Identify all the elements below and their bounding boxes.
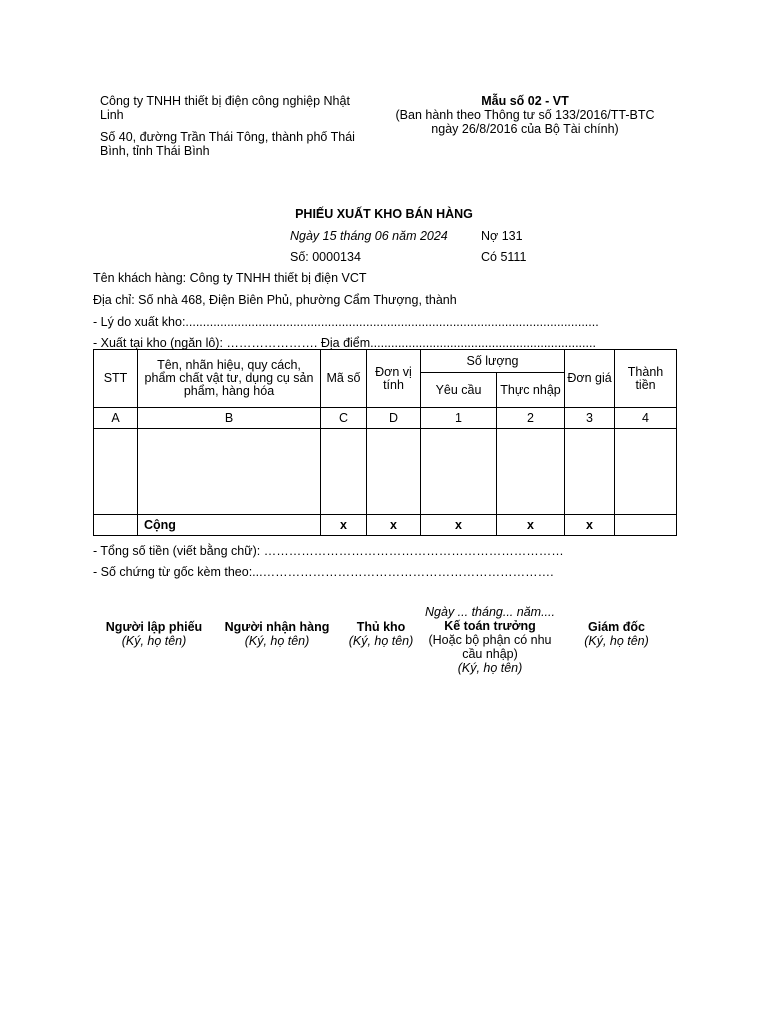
signature-role: Người nhận hàng: [224, 620, 330, 634]
header-unit: Đơn vị tính: [367, 350, 421, 408]
header-requested: Yêu cầu: [421, 373, 497, 408]
empty-cell: [138, 429, 321, 515]
items-table: [93, 349, 677, 536]
signature-role: Giám đốc: [588, 620, 645, 634]
total-mark: x: [367, 515, 421, 536]
signature-storekeeper: [339, 620, 423, 675]
total-mark: x: [497, 515, 565, 536]
credit-account: Có 5111: [481, 250, 527, 264]
signature-note: (Ký, họ tên): [457, 661, 523, 675]
total-in-words: - Tổng số tiền (viết bằng chữ): ………………………………………………………………: [93, 544, 564, 558]
empty-cell: [565, 429, 615, 515]
index-cell: 1: [421, 408, 497, 429]
export-reason: - Lý do xuất kho:.......................................................................................................................: [93, 315, 599, 329]
empty-cell: [421, 429, 497, 515]
signature-role: Thủ kho: [356, 620, 406, 634]
index-cell: 2: [497, 408, 565, 429]
form-issue-line1: (Ban hành theo Thông tư số 133/2016/TT-BTC: [395, 108, 655, 122]
document-title: PHIẾU XUẤT KHO BÁN HÀNG: [295, 207, 473, 221]
company-info: [100, 94, 370, 158]
attached-documents: - Số chứng từ gốc kèm theo:...…………………………………………………………….: [93, 565, 554, 579]
signature-note: (Ký, họ tên): [121, 634, 187, 648]
header-amount: Thành tiền: [615, 350, 677, 408]
signature-date: Ngày ... tháng... năm....: [425, 605, 555, 619]
empty-cell: [615, 515, 677, 536]
index-cell: A: [94, 408, 138, 429]
signature-role: Người lập phiếu: [105, 620, 203, 634]
form-issue-line2: ngày 26/8/2016 của Bộ Tài chính): [431, 122, 619, 136]
empty-cell: [497, 429, 565, 515]
header-name: Tên, nhãn hiệu, quy cách, phẩm chất vật tư, dụng cụ sản phẩm, hàng hóa: [138, 350, 321, 408]
empty-cell: [615, 429, 677, 515]
index-cell: 4: [615, 408, 677, 429]
debit-account: Nợ 131: [481, 229, 523, 243]
header-actual: Thực nhập: [497, 373, 565, 408]
total-row: [94, 515, 677, 536]
index-cell: D: [367, 408, 421, 429]
header-quantity: Số lượng: [421, 350, 565, 373]
warehouse-location: - Xuất tại kho (ngăn lô): …………………. Địa điểm.................................................................: [93, 336, 596, 350]
signature-director: [557, 620, 676, 675]
empty-cell: [94, 515, 138, 536]
signature-section: [93, 605, 676, 675]
header-stt: STT: [94, 350, 138, 408]
index-cell: 3: [565, 408, 615, 429]
total-mark: x: [321, 515, 367, 536]
signature-note: (Ký, họ tên): [348, 634, 414, 648]
document-date: Ngày 15 tháng 06 năm 2024: [290, 229, 448, 243]
customer-address: Địa chỉ: Số nhà 468, Điện Biên Phủ, phường Cẩm Thượng, thành: [93, 293, 457, 307]
empty-cell: [94, 429, 138, 515]
header-price: Đơn giá: [565, 350, 615, 408]
signature-preparer: [93, 620, 215, 675]
signature-extra: (Hoặc bộ phận có nhu cầu nhập): [428, 633, 552, 661]
company-address: Số 40, đường Trần Thái Tông, thành phố Thái Bình, tỉnh Thái Bình: [100, 130, 355, 158]
signature-role: Kế toán trưởng: [444, 619, 536, 633]
total-mark: x: [421, 515, 497, 536]
index-cell: B: [138, 408, 321, 429]
index-cell: C: [321, 408, 367, 429]
signature-note: (Ký, họ tên): [584, 634, 649, 648]
document-number: Số: 0000134: [290, 250, 361, 264]
empty-cell: [321, 429, 367, 515]
signature-receiver: [215, 620, 339, 675]
empty-cell: [367, 429, 421, 515]
customer-name: Tên khách hàng: Công ty TNHH thiết bị điện VCT: [93, 271, 367, 285]
total-label: Cộng: [138, 515, 321, 536]
index-row: [94, 408, 677, 429]
signature-chief-accountant: [423, 605, 557, 675]
total-mark: x: [565, 515, 615, 536]
form-code-block: [385, 94, 665, 136]
signature-note: (Ký, họ tên): [244, 634, 310, 648]
header-code: Mã số: [321, 350, 367, 408]
company-name: Công ty TNHH thiết bị điện công nghiệp Nhật Linh: [100, 94, 350, 122]
form-code: Mẫu số 02 - VT: [481, 94, 569, 108]
empty-item-row: [94, 429, 677, 515]
